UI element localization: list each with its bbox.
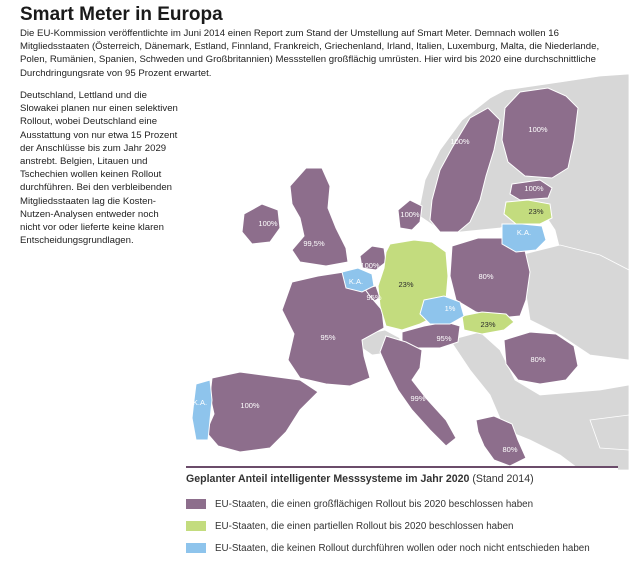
label-latvia: 23% xyxy=(528,207,544,216)
label-belgium: K.A. xyxy=(348,277,364,286)
country-portugal xyxy=(192,380,212,440)
label-luxembourg: 95% xyxy=(366,293,382,302)
label-spain: 100% xyxy=(240,401,260,410)
legend-item-none xyxy=(186,537,618,559)
label-poland: 80% xyxy=(478,272,494,281)
legend-title xyxy=(186,473,618,485)
legend-item-full xyxy=(186,493,618,515)
legend-label-none: EU-Staaten, die keinen Rollout durchführen wollen oder noch nicht entschieden haben xyxy=(215,542,590,554)
country-italy xyxy=(380,336,456,446)
legend-title-main: Geplanter Anteil intelligenter Messsysteme im Jahr 2020 xyxy=(186,473,470,485)
label-netherlands: 100% xyxy=(360,261,380,270)
legend-label-partial: EU-Staaten, die einen partiellen Rollout bis 2020 beschlossen haben xyxy=(215,520,514,532)
label-estonia: 100% xyxy=(524,184,544,193)
country-spain xyxy=(206,372,318,452)
intro-paragraph: Die EU-Kommission veröffentlichte im Juni 2014 einen Report zum Stand der Umstellung auf Smart Meter. Demnach wollen 16 Mitgliedsstaaten (Österreich, Dänemark, Estland, Finnland, Frankreich, Griechenland, Irland, Italien, Luxemburg, Malta, die Niederlande, Polen, Rumänien, Spanien, Schweden und Großbritannien) Messstellen großflächig umrüsten. Hier wird bis 2020 eine durchschnittliche Durchdringungsrate von 95 Prozent erwartet. xyxy=(20,28,600,79)
label-czech: 1% xyxy=(444,304,456,313)
legend-swatch-none xyxy=(186,543,206,553)
label-slovakia: 23% xyxy=(480,320,496,329)
label-denmark: 100% xyxy=(400,210,420,219)
label-finland: 100% xyxy=(528,125,548,134)
legend-item-partial xyxy=(186,515,618,537)
label-portugal: K.A. xyxy=(192,398,208,407)
label-lithuania: K.A. xyxy=(516,228,532,237)
legend-title-note: (Stand 2014) xyxy=(472,473,534,485)
page-title: Smart Meter in Europa xyxy=(20,4,223,25)
country-uk xyxy=(290,168,348,266)
sidebar-paragraph: Deutschland, Lettland und die Slowakei planen nur einen selektiven Rollout, wobei Deutschland eine Ausstattung von nur etwa 15 Prozent der Anschlüsse bis zum Jahr 2029 anstrebt. Belgien, Litauen und Tschechien wollen keinen Rollout durchführen. Bei den verbleibenden Mitgliedsstaaten lag die Kosten-Nutzen-Analysen entweder noch nicht vor oder lieferte keine klaren Entscheidungsgrundlagen. xyxy=(20,90,178,247)
legend-swatch-full xyxy=(186,499,206,509)
label-sweden: 100% xyxy=(450,137,470,146)
label-germany: 23% xyxy=(398,280,414,289)
legend-swatch-partial xyxy=(186,521,206,531)
label-ireland: 100% xyxy=(258,219,278,228)
label-france: 95% xyxy=(320,333,336,342)
label-uk: 99,5% xyxy=(303,239,325,248)
map-legend xyxy=(186,466,618,559)
label-greece: 80% xyxy=(502,445,518,454)
label-austria: 95% xyxy=(436,334,452,343)
label-italy: 99% xyxy=(410,394,426,403)
legend-divider xyxy=(186,466,618,468)
label-romania: 80% xyxy=(530,355,546,364)
legend-label-full: EU-Staaten, die einen großflächigen Rollout bis 2020 beschlossen haben xyxy=(215,498,534,510)
